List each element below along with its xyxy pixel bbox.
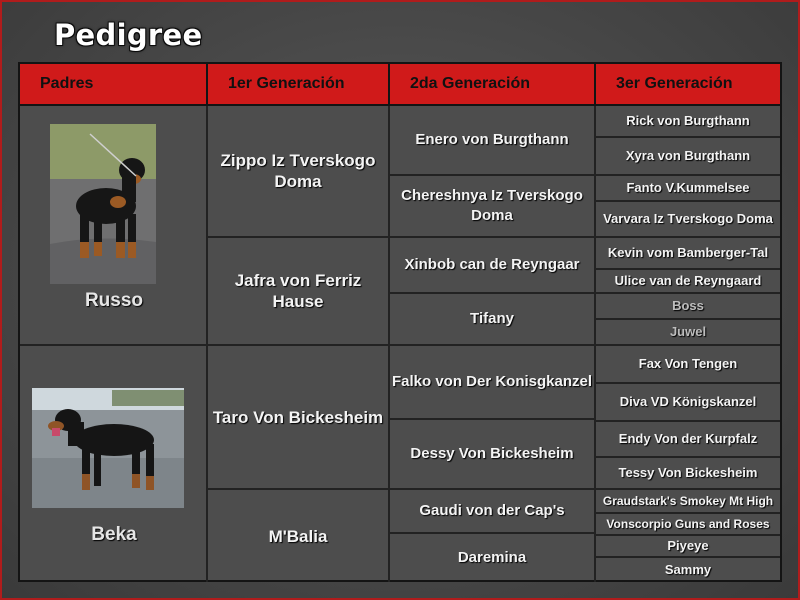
gen3-cell: Boss xyxy=(596,294,780,320)
gen1-cell: Taro Von Bickesheim xyxy=(208,346,390,490)
parent-name-russo: Russo xyxy=(84,290,144,311)
header-padres: Padres xyxy=(20,64,208,106)
gen3-cell: Graudstark's Smokey Mt High xyxy=(596,490,780,514)
parent-name-beka: Beka xyxy=(91,524,137,545)
gen3-cell: Tessy Von Bickesheim xyxy=(596,458,780,490)
gen2-cell: Enero von Burgthann xyxy=(390,106,596,176)
gen3-cell: Piyeye xyxy=(596,536,780,558)
gen3-cell: Ulice van de Reyngaard xyxy=(596,270,780,294)
gen2-cell: Xinbob can de Reyngaar xyxy=(390,238,596,294)
gen3-cell: Rick von Burgthann xyxy=(596,106,780,138)
pedigree-table xyxy=(18,62,782,582)
gen3-cell: Endy Von der Kurpfalz xyxy=(596,422,780,458)
gen3-cell: Sammy xyxy=(664,562,712,577)
gen3-cell: Fax Von Tengen xyxy=(596,346,780,384)
gen1-cell: Zippo Iz Tverskogo Doma xyxy=(208,106,390,238)
gen3-cell: Juwel xyxy=(596,320,780,346)
gen3-cell: Vonscorpio Guns and Roses xyxy=(596,514,780,536)
gen3-cell: Xyra von Burgthann xyxy=(596,138,780,176)
rottweiler-profile-photo xyxy=(32,388,184,508)
header-gen1: 1er Generación xyxy=(208,64,390,106)
gen3-cell: Diva VD Königskanzel xyxy=(596,384,780,422)
gen3-cell: Fanto V.Kummelsee xyxy=(596,176,780,202)
gen2-cell: Chereshnya Iz Tverskogo Doma xyxy=(390,176,596,238)
parent-cell-beka xyxy=(20,346,208,582)
gen2-cell: Falko von Der Konisgkanzel xyxy=(390,346,596,420)
page-title: Pedigree xyxy=(54,18,203,52)
gen2-cell: Dessy Von Bickesheim xyxy=(390,420,596,490)
gen2-cell: Gaudi von der Cap's xyxy=(390,490,596,534)
gen1-cell: M'Balia xyxy=(208,490,390,582)
parent-cell-russo xyxy=(20,106,208,346)
header-gen3: 3er Generación xyxy=(596,64,780,106)
gen1-cell: Jafra von Ferriz Hause xyxy=(208,238,390,346)
header-gen2: 2da Generación xyxy=(390,64,596,106)
gen2-cell: Tifany xyxy=(390,294,596,346)
rottweiler-standing-photo xyxy=(50,124,156,284)
gen2-cell: Daremina xyxy=(390,534,596,582)
gen3-cell: Varvara Iz Tverskogo Doma xyxy=(596,202,780,238)
gen3-cell: Kevin vom Bamberger-Tal xyxy=(596,238,780,270)
